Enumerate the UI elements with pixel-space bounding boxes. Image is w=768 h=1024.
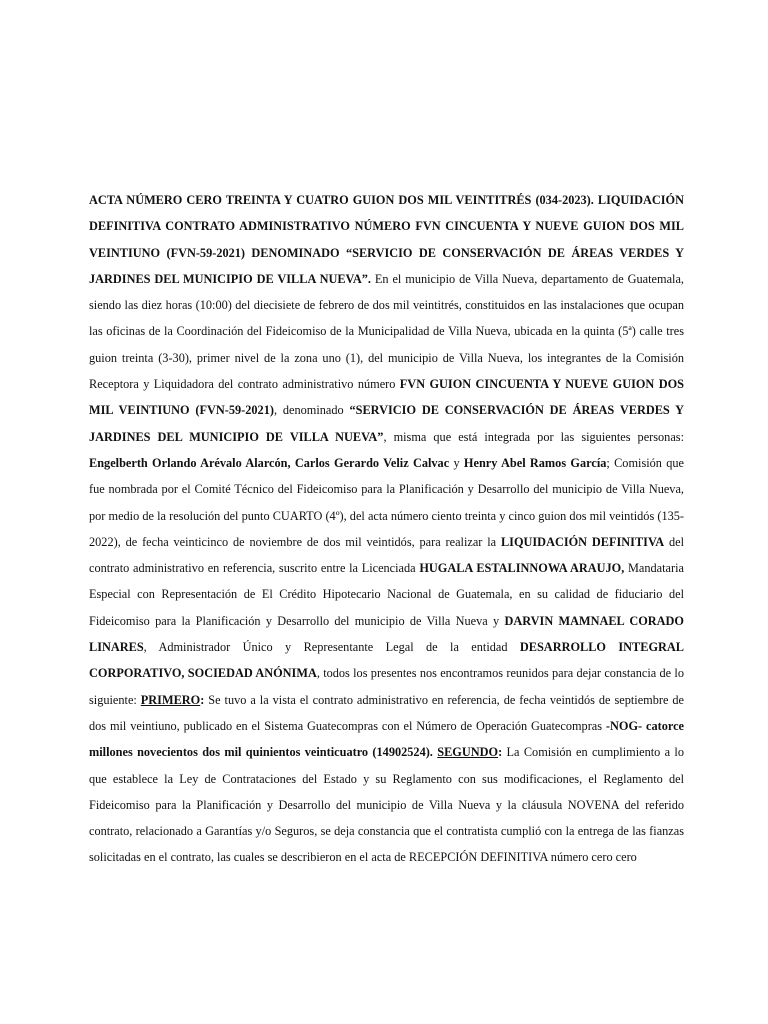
text-segment: , todos los presentes nos encontramos reunidos para dejar constancia de lo siguiente: [89,666,684,707]
commission-member: Henry Abel Ramos García [463,455,607,470]
clause-primero-text: Se tuvo a la vista el contrato administrativo en referencia, de fecha veintidós de septiembre de dos mil veintiuno, publicado en el Sistema Guatecompras con el Número de Operación Guatecompras [89,692,684,733]
clause-segundo-text: La Comisión en cumplimiento a lo que establece la Ley de Contrataciones del Estado y su Reglamento con sus modificaciones, el Reglamento del Fideicomiso para la Planificación y Desarrollo del municipio de Villa Nueva y la cláusula NOVENA del referido contrato, relacionado a Garantías y/o Seguros, se deja constancia que el contratista cumplió con la entrega de las fianzas solicitadas en el contrato, las cuales se describieron en el acta de RECEPCIÓN DEFINITIVA número cero cero [89,745,684,865]
clause-segundo-label: SEGUNDO [437,745,499,760]
text-segment: , Administrador Único y Representante Legal de la entidad [143,640,520,655]
liquidation-title: LIQUIDACIÓN DEFINITIVA [500,534,665,549]
clause-primero [141,693,205,707]
clause-colon: : [200,692,205,707]
text-segment: del contrato administrativo en referencia, suscrito entre la Licenciada [89,534,684,576]
text-segment: ; Comisión que fue nombrada por el Comité Técnico del Fideicomiso para la Planificación y Desarrollo del municipio de Villa Nueva, por medio de la resolución del punto CUARTO (4º), del acta número ciento treinta y cinco guion dos mil veintidós (135-2022), de fecha veinticinco de noviembre de dos mil veintidós, para realizar la [89,455,684,549]
clause-colon: : [498,745,503,760]
act-body-paragraph [89,187,684,871]
text-segment: Mandataria Especial con Representación de El Crédito Hipotecario Nacional de Guatemala, en su calidad de fiduciario del Fideicomiso para la Planificación y Desarrollo del municipio de Villa Nueva y [89,561,684,628]
text-segment: , misma que está integrada por las siguientes personas: [383,429,684,444]
trustee-representative: HUGALA ESTALINNOWA ARAUJO, [419,561,625,576]
commission-members: Engelberth Orlando Arévalo Alarcón, Carlos Gerardo Veliz Calvac [89,455,450,470]
text-segment: , denominado [273,403,350,418]
intro-text: En el municipio de Villa Nueva, departamento de Guatemala, siendo las diez horas (10:00) del diecisiete de febrero de dos mil veintitrés, constituidos en las instalaciones que ocupan las oficinas de la Coordinación del Fideicomiso de la Municipalidad de Villa Nueva, ubicada en la quinta (5ª) calle tres guion treinta (3-30), primer nivel de la zona uno (1), del municipio de Villa Nueva, los integrantes de la Comisión Receptora y Liquidadora del contrato administrativo número [89,271,684,392]
service-name: “SERVICIO DE CONSERVACIÓN DE ÁREAS VERDES Y JARDINES DEL MUNICIPIO DE VILLA NUEVA” [89,403,684,444]
nog-number: -NOG- catorce millones novecientos dos mil quinientos veinticuatro (14902524). [89,718,684,760]
clause-segundo [437,745,502,759]
contract-number: FVN GUION CINCUENTA Y NUEVE GUION DOS MIL VEINTIUNO (FVN-59-2021) [89,377,684,418]
clause-primero-label: PRIMERO [140,692,201,707]
act-heading: ACTA NÚMERO CERO TREINTA Y CUATRO GUION DOS MIL VEINTITRÉS (034-2023). LIQUIDACIÓN DEFINITIVA CONTRATO ADMINISTRATIVO NÚMERO FVN CINCUENTA Y NUEVE GUION DOS MIL VEINTIUNO (FVN-59-2021) DENOMINADO “SERVICIO DE CONSERVACIÓN DE ÁREAS VERDES Y JARDINES DEL MUNICIPIO DE VILLA NUEVA”. [89,193,684,286]
contractor-administrator: DARVIN MAMNAEL CORADO LINARES [89,613,684,655]
text-segment: y [449,455,464,470]
contractor-entity: DESARROLLO INTEGRAL CORPORATIVO, SOCIEDAD ANÓNIMA [89,640,684,681]
